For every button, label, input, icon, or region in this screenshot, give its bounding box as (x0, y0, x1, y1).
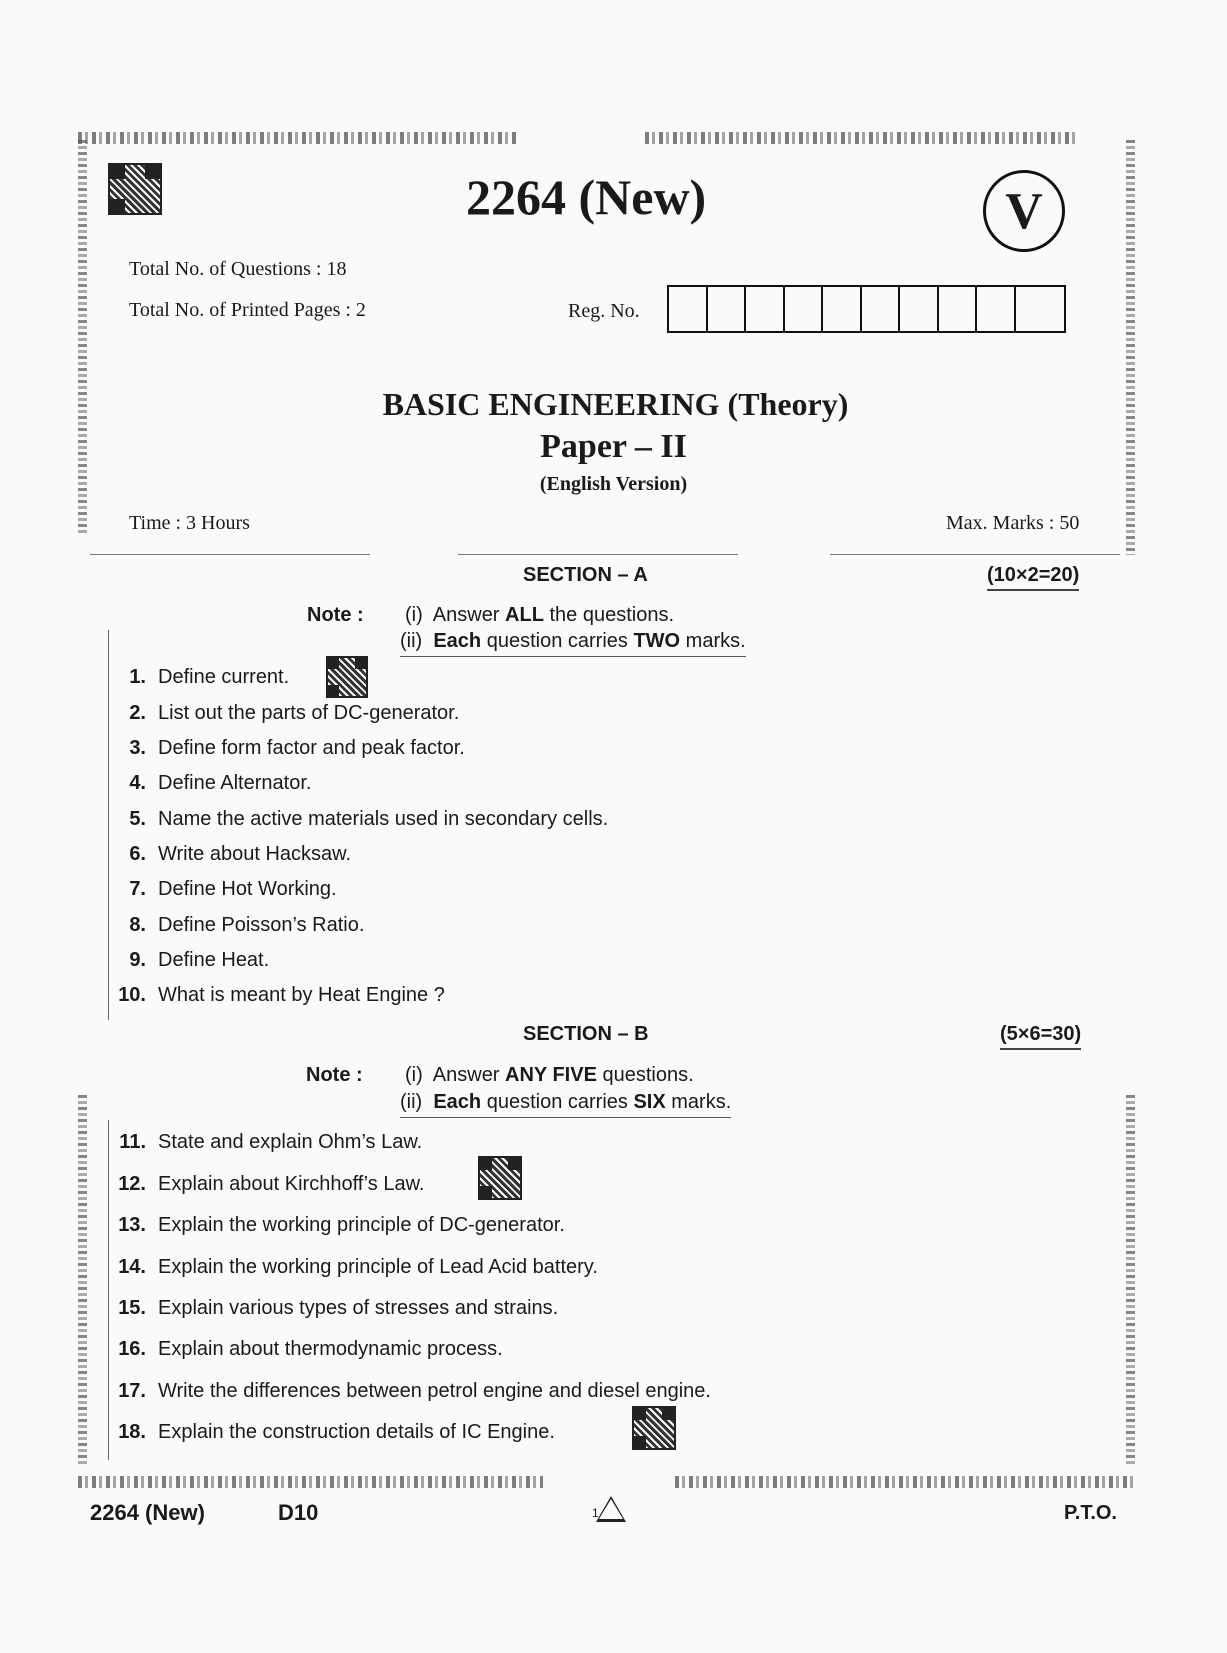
security-border-bottom-left (78, 1476, 543, 1488)
question-text: Explain the working principle of Lead Acid battery. (158, 1256, 598, 1278)
language-version: (English Version) (539, 473, 688, 495)
question-text: Explain the working principle of DC-generator. (158, 1214, 565, 1236)
security-border-bottom-right (675, 1476, 1135, 1488)
reg-no-cell[interactable] (823, 287, 862, 331)
section-b-heading: SECTION – B (523, 1023, 649, 1045)
question-text: Define Hot Working. (158, 878, 337, 900)
note-prefix: (i) (405, 1064, 423, 1086)
exam-title: BASIC ENGINEERING (Theory) (382, 386, 849, 422)
question-text: Explain about Kirchhoff’s Law. (158, 1173, 425, 1195)
question-11 (112, 1131, 422, 1154)
question-text: What is meant by Heat Engine ? (158, 984, 445, 1006)
divider-right (830, 554, 1120, 555)
question-9 (112, 949, 269, 972)
question-number: 5. (129, 808, 146, 830)
question-17 (112, 1380, 711, 1403)
question-16 (112, 1338, 503, 1361)
section-b-marks: (5×6=30) (1000, 1023, 1081, 1050)
question-number: 13. (118, 1214, 146, 1236)
paper-code: 2264 (New) (466, 169, 707, 225)
question-6 (112, 843, 351, 866)
question-text: Define Alternator. (158, 772, 312, 794)
note-text: question carries (481, 1091, 634, 1113)
reg-no-cell[interactable] (939, 287, 978, 331)
question-text: Write the differences between petrol engine and diesel engine. (158, 1380, 711, 1402)
note-prefix: (ii) (400, 1091, 423, 1113)
question-12 (112, 1173, 424, 1196)
security-border-left-bottom (78, 1095, 87, 1467)
divider-left (90, 554, 370, 555)
note-text: Answer (432, 1064, 506, 1086)
reg-no-cell[interactable] (746, 287, 785, 331)
question-text: Name the active materials used in secondary cells. (158, 808, 609, 830)
reg-no-cell[interactable] (862, 287, 901, 331)
reg-no-cell[interactable] (977, 287, 1016, 331)
question-number: 6. (129, 843, 146, 865)
question-number: 18. (118, 1421, 146, 1443)
reg-no-cell[interactable] (785, 287, 824, 331)
section-a-note-ii (400, 630, 746, 657)
qr-code-icon (632, 1406, 676, 1450)
question-7 (112, 878, 337, 901)
max-marks: Max. Marks : 50 (946, 512, 1080, 534)
question-15 (112, 1297, 558, 1320)
question-number: 15. (118, 1297, 146, 1319)
note-emphasis: Each (433, 1091, 482, 1113)
divider-middle (458, 554, 738, 555)
question-text: Write about Hacksaw. (158, 843, 352, 865)
question-14 (112, 1256, 598, 1279)
version-badge (983, 170, 1065, 252)
note-prefix: (ii) (400, 630, 423, 652)
question-number: 9. (129, 949, 146, 971)
question-number: 7. (129, 878, 146, 900)
question-10 (112, 984, 445, 1007)
question-text: Define current. (158, 666, 290, 688)
question-number: 14. (118, 1256, 146, 1278)
note-text: questions. (596, 1064, 694, 1086)
question-text: Define form factor and peak factor. (158, 737, 465, 759)
section-b-note-ii (400, 1091, 731, 1118)
question-number: 17. (118, 1380, 146, 1402)
warning-triangle-icon (592, 1496, 626, 1522)
question-text: Explain about thermodynamic process. (158, 1338, 503, 1360)
note-text: Answer (432, 604, 506, 626)
margin-line-b (108, 1120, 109, 1460)
section-a-marks: (10×2=20) (987, 564, 1079, 591)
reg-no-label: Reg. No. (568, 300, 640, 322)
question-number: 4. (129, 772, 146, 794)
question-number: 8. (129, 914, 146, 936)
footer-paper-code: 2264 (New) (90, 1500, 205, 1525)
question-text: State and explain Ohm’s Law. (158, 1131, 423, 1153)
question-4 (112, 772, 311, 795)
question-number: 3. (129, 737, 146, 759)
qr-code-icon (478, 1156, 522, 1200)
question-number: 12. (118, 1173, 146, 1195)
exam-time: Time : 3 Hours (129, 512, 250, 534)
total-pages: Total No. of Printed Pages : 2 (129, 299, 366, 321)
question-number: 10. (118, 984, 146, 1006)
question-text: List out the parts of DC-generator. (158, 702, 460, 724)
total-questions: Total No. of Questions : 18 (129, 258, 347, 280)
section-b-note-label: Note : (306, 1064, 363, 1086)
note-text: marks. (680, 630, 746, 652)
pto-label: P.T.O. (1064, 1502, 1117, 1524)
note-emphasis: TWO (633, 630, 681, 652)
reg-no-cell[interactable] (708, 287, 747, 331)
question-2 (112, 702, 459, 725)
question-13 (112, 1214, 565, 1237)
note-prefix: (i) (405, 604, 423, 626)
footer-series: D10 (278, 1500, 319, 1525)
question-number: 11. (119, 1131, 146, 1153)
question-text: Explain various types of stresses and strains. (158, 1297, 559, 1319)
security-border-right-bottom (1126, 1095, 1135, 1467)
security-border-top-right (645, 132, 1075, 144)
reg-no-cell[interactable] (1016, 287, 1055, 331)
note-text: marks. (665, 1091, 732, 1113)
section-a-note-label: Note : (307, 604, 364, 626)
triangle-number: 1 (592, 1506, 599, 1520)
note-emphasis: ALL (505, 604, 544, 626)
reg-no-cell[interactable] (669, 287, 708, 331)
qr-code-icon (326, 656, 368, 698)
question-3 (112, 737, 465, 760)
question-number: 16. (118, 1338, 146, 1360)
question-text: Define Poisson’s Ratio. (158, 914, 365, 936)
question-5 (112, 808, 608, 831)
note-text: the questions. (543, 604, 675, 626)
note-emphasis: Each (433, 630, 482, 652)
paper-number: Paper – II (540, 428, 687, 465)
question-text: Explain the construction details of IC Engine. (158, 1421, 555, 1443)
question-text: Define Heat. (158, 949, 270, 971)
question-18 (112, 1421, 555, 1444)
note-text: question carries (481, 630, 634, 652)
note-emphasis: SIX (633, 1091, 666, 1113)
question-number: 2. (129, 702, 146, 724)
question-1 (112, 666, 289, 689)
reg-no-cell[interactable] (900, 287, 939, 331)
section-a-note-i (405, 604, 674, 627)
question-number: 1. (129, 666, 146, 688)
reg-no-boxes[interactable] (667, 285, 1066, 333)
datamatrix-code-icon (108, 163, 162, 215)
margin-line-a (108, 630, 109, 1020)
section-b-note-i (405, 1064, 694, 1087)
note-emphasis: ANY FIVE (505, 1064, 597, 1086)
security-border-top-left (78, 132, 518, 144)
section-a-heading: SECTION – A (523, 564, 648, 586)
version-letter: V (1005, 182, 1043, 240)
question-8 (112, 914, 364, 937)
